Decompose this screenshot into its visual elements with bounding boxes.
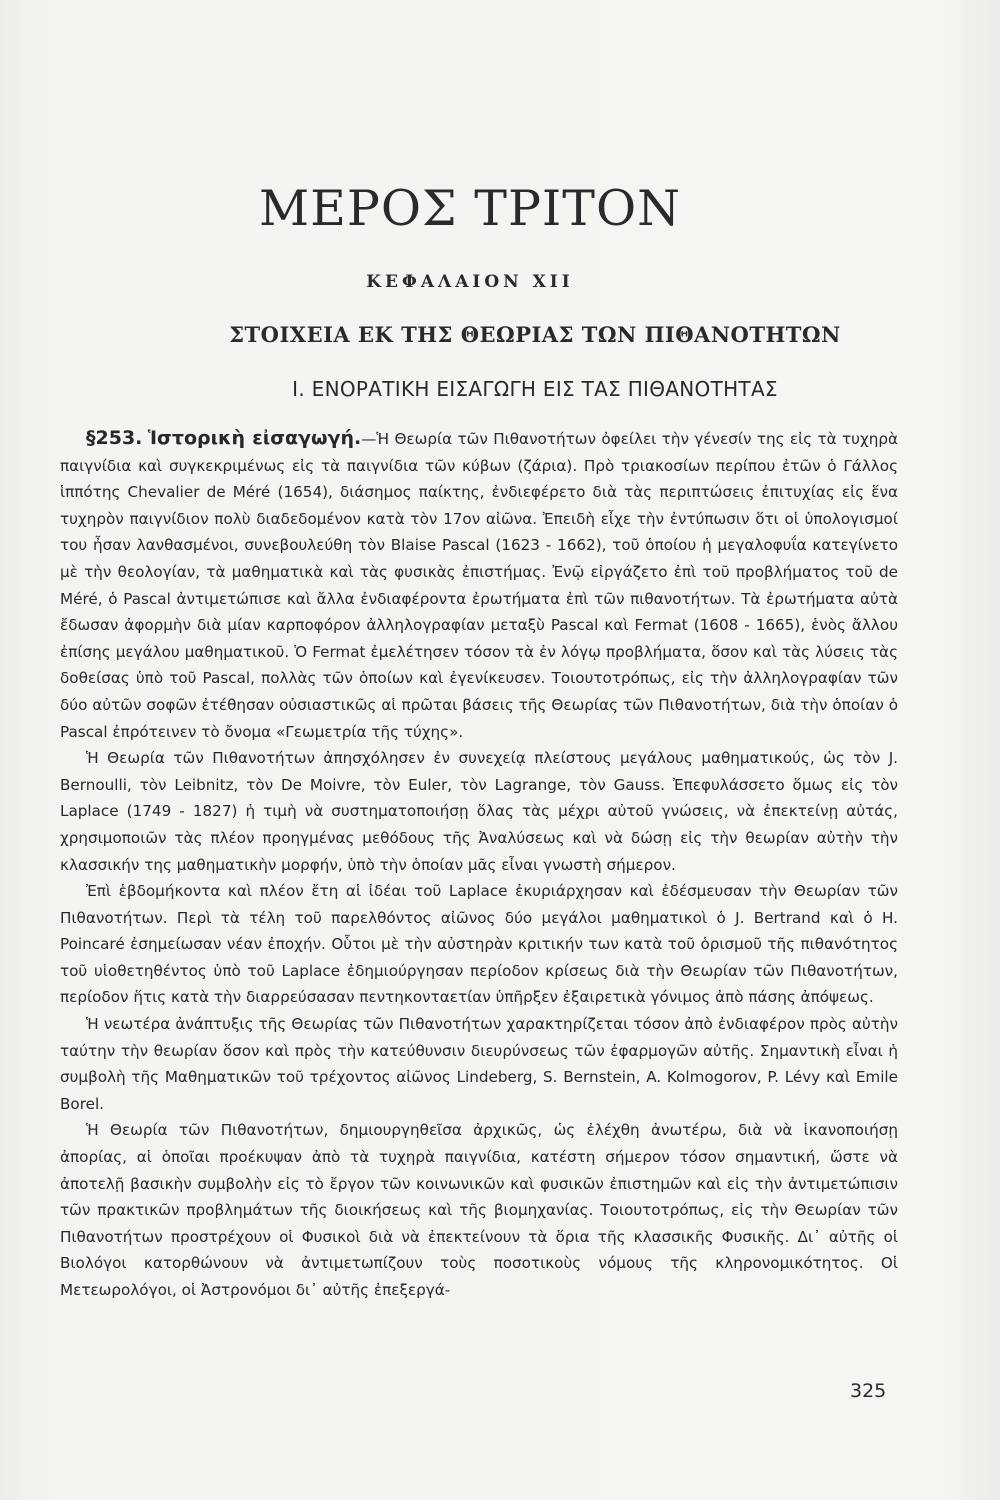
paragraph-1 bbox=[60, 425, 898, 745]
paragraph-2: Ἡ Θεωρία τῶν Πιθανοτήτων ἀπησχόλησεν ἐν συνεχείᾳ πλείστους μεγάλους μαθηματικούς, ὡς τὸν J. Bernoulli, τὸν Leibnitz, τὸν De Moivre, τὸν Euler, τὸν Lagrange, τὸν Gauss. Ἐπεφυλάσσετο ὅμως εἰς τὸν Laplace (1749 - 1827) ἡ τιμὴ νὰ συστηματοποιήσῃ ὅλας τὰς μέχρι αὐτοῦ γνώσεις, νὰ ἐπεκτείνῃ αὐτάς, χρησιμοποιῶν τὰς πλέον προηγμένας μεθόδους τῆς Ἀναλύσεως καὶ νὰ δώσῃ εἰς τὴν θεωρίαν αὐτὴν τὴν κλασσικήν της μαθηματικὴν μορφήν, ὑπὸ τὴν ὁποίαν μᾶς εἶναι γνωστὴ σήμερον. bbox=[60, 749, 898, 874]
paragraph-3: Ἐπὶ ἑβδομήκοντα καὶ πλέον ἔτη αἱ ἰδέαι τοῦ Laplace ἐκυριάρχησαν καὶ ἐδέσμευσαν τὴν Θεωρίαν τῶν Πιθανοτήτων. Περὶ τὰ τέλη τοῦ παρελθόντος αἰῶνος δύο μεγάλοι μαθηματικοὶ ὁ J. Bertrand καὶ ὁ H. Poincaré ἐσημείωσαν νέαν ἐποχήν. Οὗτοι μὲ τὴν αὐστηρὰν κριτικήν των κατὰ τοῦ ὁρισμοῦ τῆς πιθανότητος τοῦ υἱοθετηθέντος ὑπὸ τοῦ Laplace ἐδημιούργησαν περίοδον κρίσεως διὰ τὴν Θεωρίαν τῶν Πιθανοτήτων, περίοδον ἥτις κατὰ τὴν διαρρεύσασαν πεντηκονταετίαν ὑπῆρξεν ἐξαιρετικὰ γόνιμος ἀπὸ πάσης ἀπόψεως. bbox=[60, 882, 898, 1007]
paragraph-5: Ἡ Θεωρία τῶν Πιθανοτήτων, δημιουργηθεῖσα ἀρχικῶς, ὡς ἐλέχθη ἀνωτέρω, διὰ νὰ ἱκανοποιήσῃ ἀπορίας, αἱ ὁποῖαι προέκυψαν ἀπὸ τὰ τυχηρὰ παιγνίδια, κατέστη σήμερον τόσον σημαντική, ὥστε νὰ ἀποτελῇ βασικὴν συμβολὴν εἰς τὸ ἔργον τῶν κοινωνικῶν καὶ φυσικῶν ἐπιστημῶν καὶ εἰς τὴν ἀντιμετώπισιν τῶν πρακτικῶν προβλημάτων τῆς διοικήσεως καὶ τῆς βιομηχανίας. Τοιουτοτρόπως, εἰς τὴν Θεωρίαν τῶν Πιθανοτήτων προστρέχουν οἱ Φυσικοὶ διὰ νὰ ἐπεκτείνουν τὰ ὅρια τῆς κλασσικῆς Φυσικῆς. Δι᾽ αὐτῆς οἱ Βιολόγοι κατορθώνουν νὰ ἀντιμετωπίζουν τοὺς ποσοτικοὺς νόμους τῆς κληρονομικότητος. Οἱ Μετεωρολόγοι, οἱ Ἀστρονόμοι δι᾽ αὐτῆς ἐπεξεργά- bbox=[60, 1121, 898, 1299]
paragraph-4: Ἡ νεωτέρα ἀνάπτυξις τῆς Θεωρίας τῶν Πιθανοτήτων χαρακτηρίζεται τόσον ἀπὸ ἐνδιαφέρον πρὸς αὐτὴν ταύτην τὴν θεωρίαν ὅσον καὶ πρὸς τὴν κατεύθυνσιν διευρύνσεως τῶν ἐφαρμογῶν αὐτῆς. Σημαντικὴ εἶναι ἡ συμβολὴ τῆς Μαθηματικῶν τοῦ τρέχοντος αἰῶνος Lindeberg, S. Bernstein, A. Kolmogorov, P. Lévy καὶ Emile Borel. bbox=[60, 1015, 898, 1113]
page-number: 325 bbox=[850, 1380, 887, 1402]
section-number: §253. bbox=[86, 427, 143, 449]
section-dash: — bbox=[361, 430, 377, 448]
body-text bbox=[60, 425, 898, 1304]
section-title: I. ΕΝΟΡΑΤΙΚΗ ΕΙΣΑΓΩΓΗ ΕΙΣ ΤΑΣ ΠΙΘΑΝΟΤΗΤΑΣ bbox=[292, 377, 778, 401]
section-heading: Ἱστορικὴ εἰσαγωγή. bbox=[147, 427, 362, 449]
chapter-label: ΚΕΦΑΛΑΙΟΝ XII bbox=[366, 272, 574, 292]
chapter-title: ΣΤΟΙΧΕΙΑ ΕΚ ΤΗΣ ΘΕΩΡΙΑΣ ΤΩΝ ΠΙΘΑΝΟΤΗΤΩΝ bbox=[229, 322, 841, 347]
paragraph-1-text: Ἡ Θεωρία τῶν Πιθανοτήτων ὀφείλει τὴν γένεσίν της εἰς τὰ τυχηρὰ παιγνίδια καὶ συγκεκριμένως εἰς τὰ παιγνίδια τῶν κύβων (ζάρια). Πρὸ τριακοσίων περίπου ἐτῶν ὁ Γάλλος ἱππότης Chevalier de Méré (1654), διάσημος παίκτης, ἐνδιεφέρετο διὰ τὰς περιπτώσεις ἐπιτυχίας εἰς ἕνα τυχηρὸν παιγνίδιον πολὺ διαδεδομένον κατὰ τὸν 17ον αἰῶνα. Ἐπειδὴ εἶχε τὴν ἐντύπωσιν ὅτι οἱ ὑπολογισμοί του ἦσαν λανθασμένοι, συνεβουλεύθη τὸν Blaise Pascal (1623 - 1662), τοῦ ὁποίου ἡ μεγαλοφυΐα κατεγίνετο μὲ τὴν θεολογίαν, τὰ μαθηματικὰ καὶ τὰς φυσικὰς ἐπιστήμας. Ἐνῷ εἰργάζετο ἐπὶ τοῦ προβλήματος τοῦ de Méré, ὁ Pascal ἀντιμετώπισε καὶ ἄλλα ἐνδιαφέροντα ἐρωτήματα ἐπὶ τῶν πιθανοτήτων. Τὰ ἐρωτήματα αὐτὰ ἔδωσαν ἀφορμὴν διὰ μίαν καρποφόρον ἀλληλογραφίαν μεταξὺ Pascal καὶ Fermat (1608 - 1665), ἑνὸς ἄλλου ἐπίσης μεγάλου μαθηματικοῦ. Ὁ Fermat ἐμελέτησεν τόσον τὰ ἐν λόγῳ προβλήματα, ὅσον καὶ τὰς λύσεις τὰς δοθείσας ὑπὸ τοῦ Pascal, πολλὰς τῶν ὁποίων καὶ ἐγενίκευσεν. Τοιουτοτρόπως, εἰς τὴν ἀλληλογραφίαν τῶν δύο αὐτῶν σοφῶν ἐτέθησαν οὐσιαστικῶς αἱ πρῶται βάσεις τῆς Θεωρίας τῶν Πιθανοτήτων, διὰ τὴν ὁποίαν ὁ Pascal ἐπρότεινεν τὸ ὄνομα «Γεωμετρία τῆς τύχης». bbox=[60, 430, 898, 741]
part-title: ΜΕΡΟΣ ΤΡΙΤΟΝ bbox=[258, 180, 682, 237]
